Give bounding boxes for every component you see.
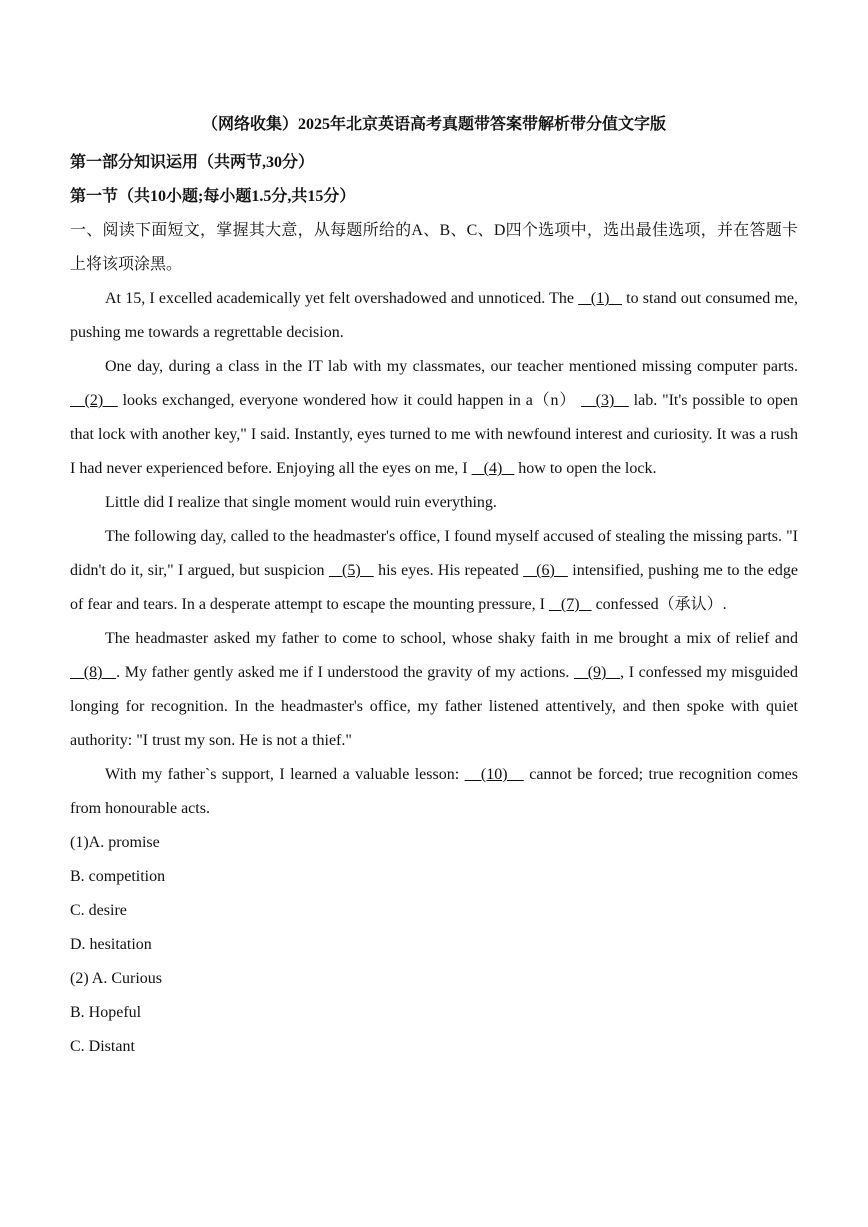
blank-5: (5) <box>328 562 374 579</box>
paragraph-text: cannot be forced; true recognition comes from honourable acts. <box>70 766 798 817</box>
blank-8: (8) <box>70 664 117 681</box>
part-heading: 第一部分知识运用（共两节,30分） <box>70 154 315 171</box>
paragraph-text: intensified, pushing me to the edge of fear and tears. In a desperate attempt to escape the mounting pressure, I <box>70 562 799 613</box>
paragraph-text: The following day, called to the headmaster's office, I found myself accused of stealing the missing parts. "I didn't do it, sir," I argued, but suspicion <box>70 528 798 579</box>
section-heading: 第一节（共10小题;每小题1.5分,共15分） <box>70 188 356 205</box>
blank-3: (3) <box>581 392 629 409</box>
blank-10: (10) <box>464 766 524 783</box>
passage-paragraph-2 <box>70 350 798 486</box>
option-item: D. hesitation <box>70 936 152 953</box>
paragraph-text: lab. "It's possible to open that lock with another key," I said. Instantly, eyes turned to me with newfound interest and curiosity. It was a rush I had never experienced before. Enjoying all the eyes on me, I <box>70 392 799 477</box>
paragraph-text: . My father gently asked me if I understood the gravity of my actions. <box>116 664 574 681</box>
blank-9: (9) <box>573 664 621 681</box>
answer-options <box>70 826 798 1064</box>
blank-1: (1) <box>578 290 622 307</box>
blank-4: (4) <box>471 460 515 477</box>
document-title: （网络收集）2025年北京英语高考真题带答案带解析带分值文字版 <box>201 116 666 133</box>
paragraph-text: confessed（承认）. <box>591 596 727 613</box>
paragraph-text: One day, during a class in the IT lab with my classmates, our teacher mentioned missing computer parts. <box>105 358 798 375</box>
passage-paragraph-6 <box>70 758 798 826</box>
blank-6: (6) <box>523 562 568 579</box>
option-item: B. competition <box>70 868 166 885</box>
paragraph-text: his eyes. His repeated <box>373 562 524 579</box>
passage-paragraph-3 <box>70 486 798 520</box>
paragraph-text: With my father`s support, I learned a valuable lesson: <box>105 766 465 783</box>
paragraph-text: The headmaster asked my father to come to school, whose shaky faith in me brought a mix of relief and <box>105 630 798 647</box>
blank-2: (2) <box>70 392 118 409</box>
option-item: B. Hopeful <box>70 1004 142 1021</box>
paragraph-text: looks exchanged, everyone wondered how it could happen in a（n） <box>117 392 582 409</box>
paragraph-text: At 15, I excelled academically yet felt overshadowed and unnoticed. The <box>105 290 579 307</box>
paragraph-text: to stand out consumed me, pushing me towards a regrettable decision. <box>70 290 799 341</box>
passage-paragraph-1 <box>70 282 798 350</box>
option-item: C. Distant <box>70 1038 135 1055</box>
blank-7: (7) <box>548 596 592 613</box>
paragraph-text: how to open the lock. <box>514 460 657 477</box>
passage-paragraph-5 <box>70 622 798 758</box>
paragraph-text: , I confessed my misguided longing for recognition. In the headmaster's office, my father listened attentively, and then spoke with quiet authority: "I trust my son. He is not a thief." <box>70 664 798 749</box>
option-item: (2) A. Curious <box>70 970 162 987</box>
document-body <box>70 146 798 1064</box>
paragraph-text: Little did I realize that single moment would ruin everything. <box>105 494 497 511</box>
option-item: C. desire <box>70 902 127 919</box>
instruction-text: 一、阅读下面短文，掌握其大意，从每题所给的A、B、C、D四个选项中，选出最佳选项，并在答题卡上将该项涂黑。 <box>70 222 798 273</box>
option-item: (1)A. promise <box>70 834 160 851</box>
passage-paragraph-4 <box>70 520 798 622</box>
